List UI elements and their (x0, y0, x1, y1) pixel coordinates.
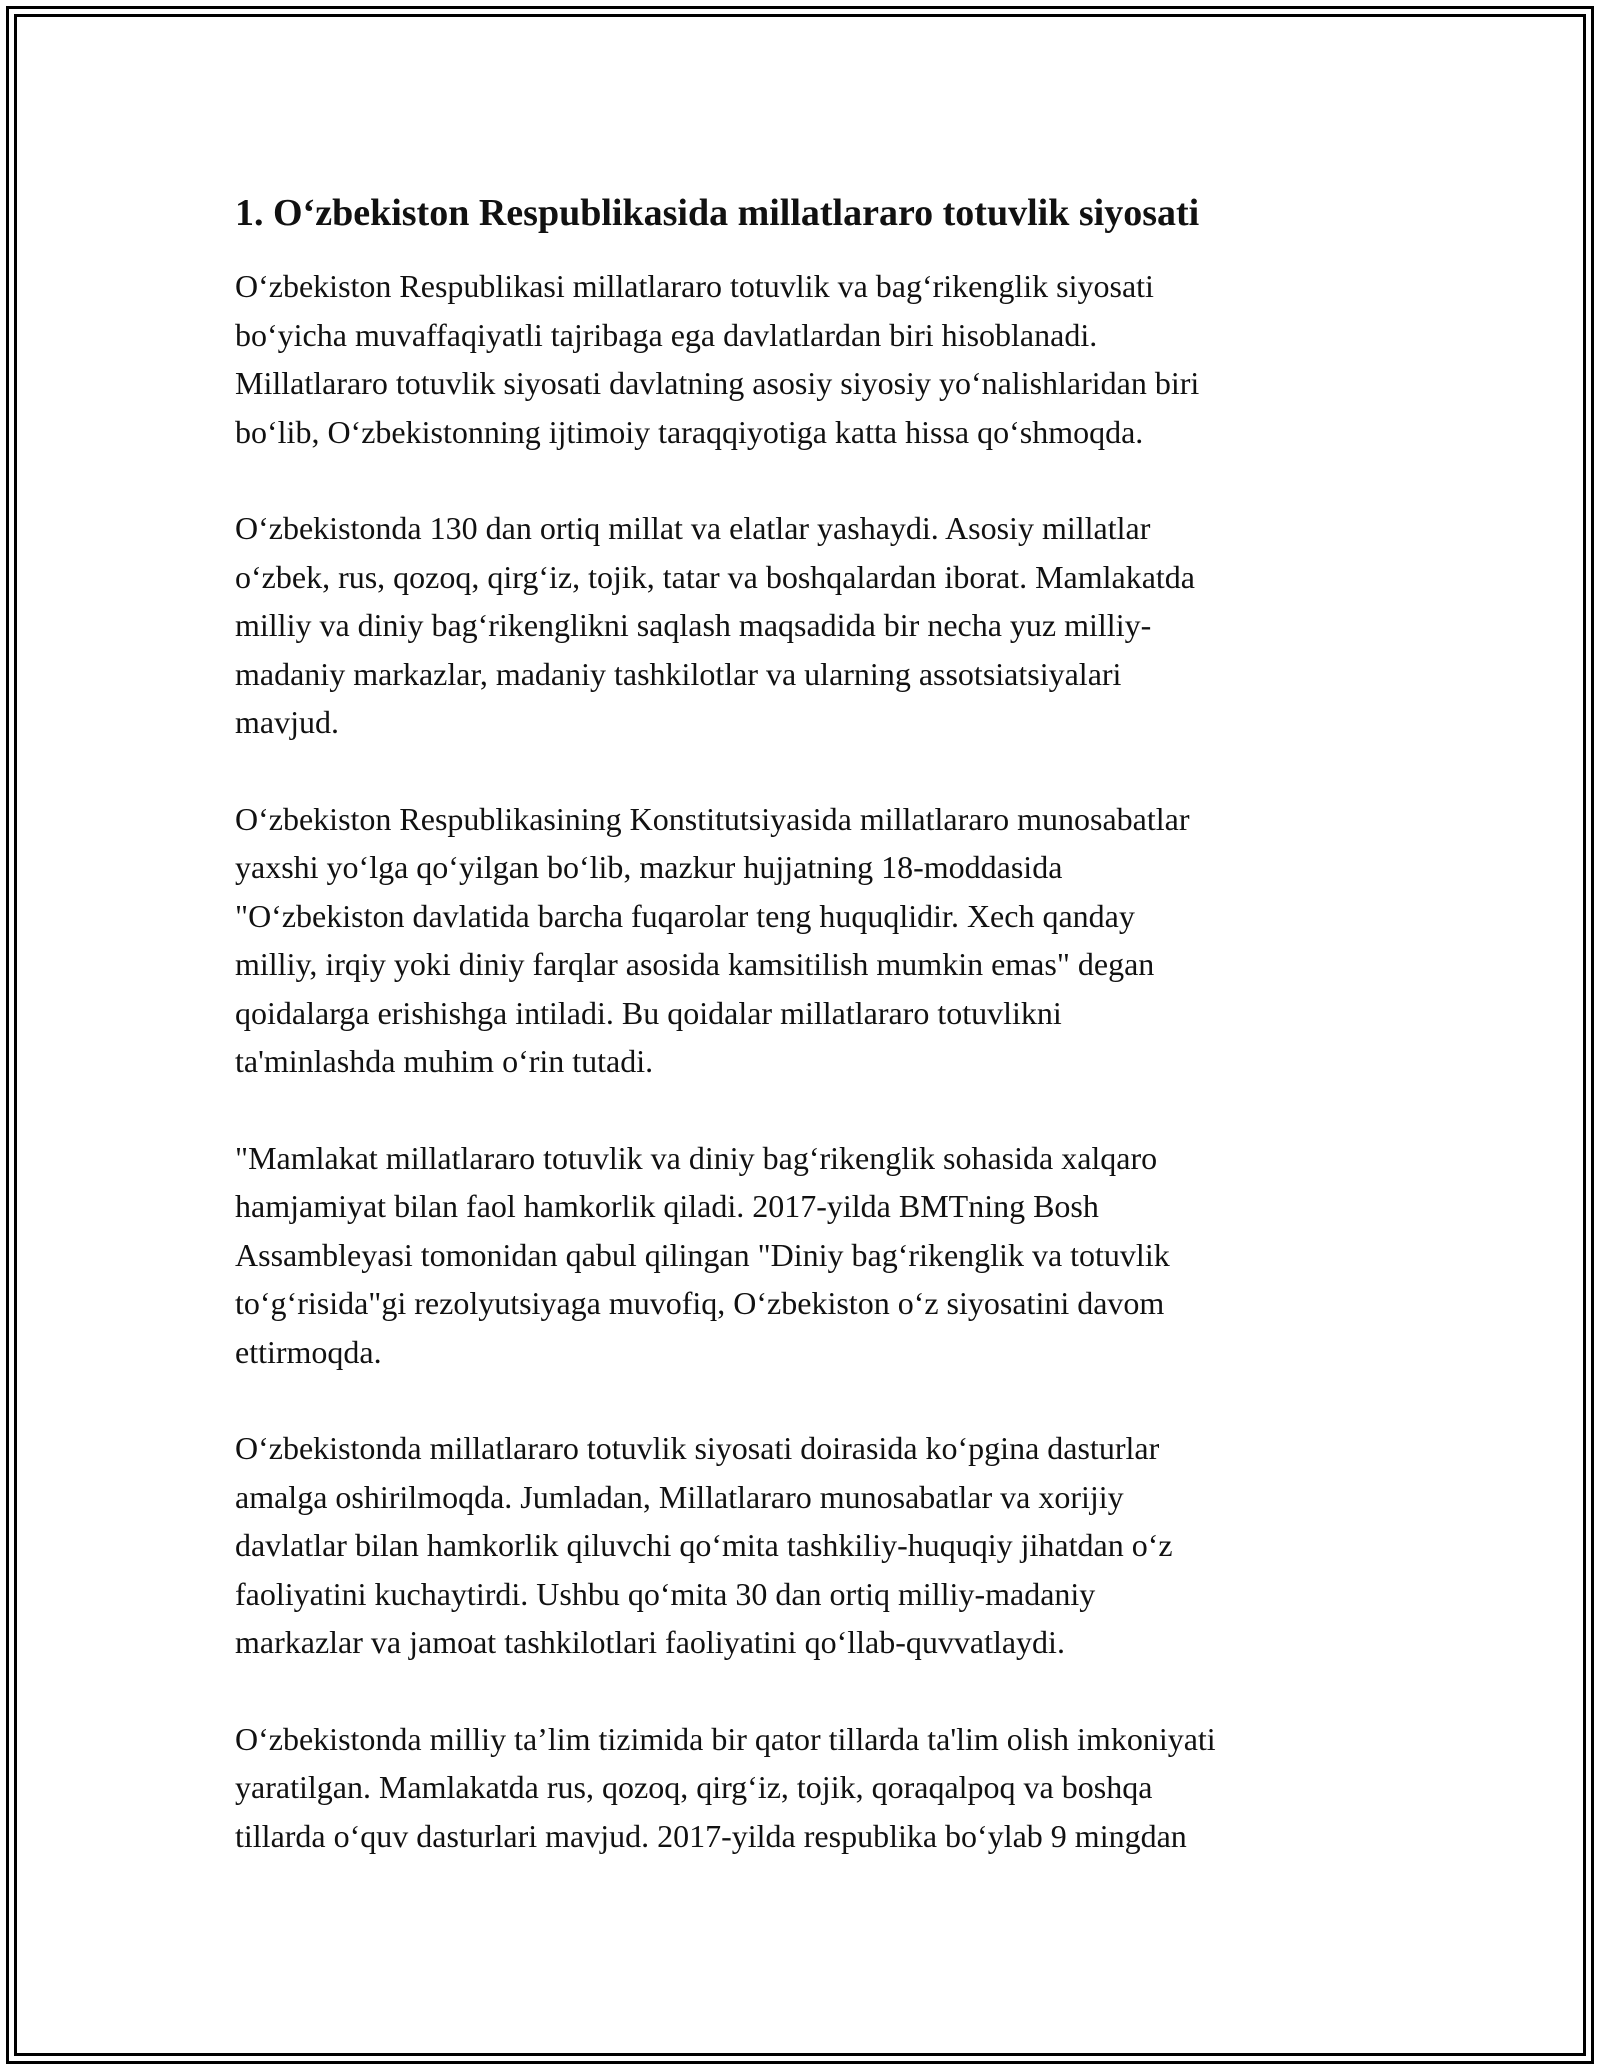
text-line: milliy, irqiy yoki diniy farqlar asosida kamsitilish mumkin emas" degan (235, 946, 1155, 982)
text-line: "Mamlakat millatlararo totuvlik va diniy bag‘rikenglik sohasida xalqaro (235, 1139, 1158, 1176)
text-line: to‘g‘risida"gi rezolyutsiyaga muvofiq, O‘zbekiston o‘z siyosatini davom (235, 1285, 1165, 1321)
text-line: Millatlararo totuvlik siyosati davlatning asosiy siyosiy yo‘nalishlaridan biri (235, 365, 1200, 401)
text-line: tillarda o‘quv dasturlari mavjud. 2017-yilda respublika bo‘ylab 9 mingdan (235, 1817, 1187, 1854)
paragraph-1 (235, 262, 1375, 456)
paragraph-4 (235, 1134, 1375, 1377)
paragraph-3 (235, 795, 1375, 1086)
text-line: O‘zbekiston Respublikasining Konstitutsiyasida millatlararo munosabatlar (235, 800, 1190, 837)
text-line: O‘zbekistonda millatlararo totuvlik siyosati doirasida ko‘pgina dasturlar (235, 1430, 1160, 1466)
text-line: O‘zbekiston Respublikasi millatlararo totuvlik va bag‘rikenglik siyosati (235, 268, 1154, 304)
text-line: O‘zbekistonda 130 dan ortiq millat va elatlar yashaydi. Asosiy millatlar (235, 510, 1151, 546)
text-line: amalga oshirilmoqda. Jumladan, Millatlararo munosabatlar va xorijiy (235, 1478, 1124, 1515)
text-line: ta'minlashda muhim o‘rin tutadi. (235, 1043, 654, 1079)
text-line: milliy va diniy bag‘rikenglikni saqlash maqsadida bir necha yuz milliy- (235, 607, 1152, 643)
paragraph-5 (235, 1424, 1375, 1667)
text-line: ettirmoqda. (235, 1333, 382, 1370)
text-line: o‘zbek, rus, qozoq, qirg‘iz, tojik, tatar va boshqalardan iborat. Mamlakatda (235, 558, 1195, 595)
text-line: markazlar va jamoat tashkilotlari faoliyatini qo‘llab-quvvatlaydi. (235, 1624, 1065, 1660)
text-line: mavjud. (235, 704, 339, 740)
paragraph-2 (235, 504, 1375, 747)
text-line: bo‘lib, O‘zbekistonning ijtimoiy taraqqiyotiga katta hissa qo‘shmoqda. (235, 413, 1144, 450)
text-line: bo‘yicha muvaffaqiyatli tajribaga ega davlatlardan biri hisoblanadi. (235, 316, 1098, 353)
text-line: madaniy markazlar, madaniy tashkilotlar va ularning assotsiatsiyalari (235, 655, 1122, 692)
text-line: O‘zbekistonda milliy ta’lim tizimida bir qator tillarda ta'lim olish imkoniyati (235, 1720, 1216, 1757)
text-line: hamjamiyat bilan faol hamkorlik qiladi. 2017-yilda BMTning Bosh (235, 1188, 1099, 1224)
document-body (235, 186, 1375, 1908)
text-line: qoidalarga erishishga intiladi. Bu qoidalar millatlararo totuvlikni (235, 994, 1062, 1031)
text-line: "O‘zbekiston davlatida barcha fuqarolar teng huquqlidir. Xech qanday (235, 897, 1135, 934)
text-line: faoliyatini kuchaytirdi. Ushbu qo‘mita 30 dan ortiq milliy-madaniy (235, 1575, 1096, 1612)
text-line: yaratilgan. Mamlakatda rus, qozoq, qirg‘iz, tojik, qoraqalpoq va boshqa (235, 1769, 1153, 1805)
text-line: yaxshi yo‘lga qo‘yilgan bo‘lib, mazkur hujjatning 18-moddasida (235, 849, 1063, 885)
text-line: Assambleyasi tomonidan qabul qilingan "Diniy bag‘rikenglik va totuvlik (235, 1236, 1170, 1273)
section-heading: 1. O‘zbekiston Respublikasida millatlararo totuvlik siyosati (235, 192, 1200, 234)
paragraph-6 (235, 1715, 1375, 1861)
text-line: davlatlar bilan hamkorlik qiluvchi qo‘mita tashkiliy-huquqiy jihatdan o‘z (235, 1527, 1173, 1563)
